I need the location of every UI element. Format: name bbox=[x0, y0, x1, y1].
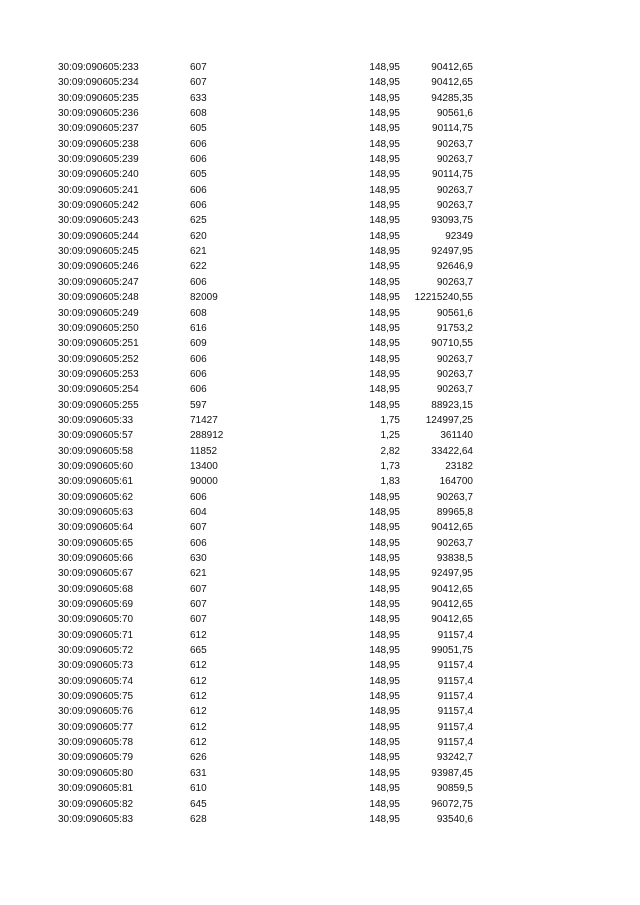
cadastral-number-cell: 30:09:090605:247 bbox=[58, 276, 139, 288]
rate-cell: 148,95 bbox=[369, 629, 400, 641]
value-cell: 92646,9 bbox=[436, 261, 473, 273]
table-row bbox=[0, 106, 473, 121]
table-row bbox=[0, 689, 473, 704]
area-cell: 608 bbox=[190, 108, 207, 120]
cadastral-number-cell: 30:09:090605:68 bbox=[58, 583, 134, 595]
rate-cell: 148,95 bbox=[369, 123, 400, 135]
area-cell: 612 bbox=[190, 691, 207, 703]
area-cell: 628 bbox=[190, 813, 207, 825]
table-row bbox=[0, 612, 473, 627]
table-row bbox=[0, 244, 473, 259]
rate-cell: 148,95 bbox=[369, 737, 400, 749]
cadastral-number-cell: 30:09:090605:78 bbox=[58, 737, 134, 749]
rate-cell: 1,73 bbox=[380, 460, 400, 472]
area-cell: 597 bbox=[190, 399, 207, 411]
area-cell: 288912 bbox=[190, 430, 224, 442]
table-row bbox=[0, 137, 473, 152]
table-row bbox=[0, 290, 473, 305]
area-cell: 607 bbox=[190, 62, 207, 73]
area-cell: 606 bbox=[190, 368, 207, 380]
rate-cell: 148,95 bbox=[369, 353, 400, 365]
rate-cell: 148,95 bbox=[369, 568, 400, 580]
table-row bbox=[0, 152, 473, 167]
area-cell: 612 bbox=[190, 675, 207, 687]
cadastral-number-cell: 30:09:090605:239 bbox=[58, 154, 139, 166]
rate-cell: 148,95 bbox=[369, 783, 400, 795]
value-cell: 90263,7 bbox=[436, 353, 473, 365]
value-cell: 89965,8 bbox=[436, 506, 473, 518]
cadastral-number-cell: 30:09:090605:74 bbox=[58, 675, 134, 687]
value-cell: 90710,55 bbox=[431, 338, 473, 350]
cadastral-number-cell: 30:09:090605:253 bbox=[58, 368, 139, 380]
cadastral-number-cell: 30:09:090605:70 bbox=[58, 614, 134, 626]
rate-cell: 148,95 bbox=[369, 752, 400, 764]
table-row bbox=[0, 121, 473, 136]
cadastral-number-cell: 30:09:090605:234 bbox=[58, 77, 139, 89]
cadastral-number-cell: 30:09:090605:251 bbox=[58, 338, 139, 350]
area-cell: 645 bbox=[190, 798, 207, 810]
value-cell: 93987,45 bbox=[431, 767, 473, 779]
cadastral-number-cell: 30:09:090605:58 bbox=[58, 445, 134, 457]
cadastral-number-cell: 30:09:090605:233 bbox=[58, 62, 139, 73]
rate-cell: 148,95 bbox=[369, 276, 400, 288]
table-row bbox=[0, 60, 473, 75]
area-cell: 612 bbox=[190, 706, 207, 718]
value-cell: 90412,65 bbox=[431, 599, 473, 611]
table-row bbox=[0, 413, 473, 428]
value-cell: 90263,7 bbox=[436, 184, 473, 196]
rate-cell: 148,95 bbox=[369, 307, 400, 319]
value-cell: 90263,7 bbox=[436, 368, 473, 380]
rate-cell: 1,75 bbox=[380, 414, 400, 426]
area-cell: 606 bbox=[190, 184, 207, 196]
rate-cell: 148,95 bbox=[369, 138, 400, 150]
area-cell: 612 bbox=[190, 721, 207, 733]
area-cell: 625 bbox=[190, 215, 207, 227]
value-cell: 99051,75 bbox=[431, 645, 473, 657]
table-row bbox=[0, 444, 473, 459]
area-cell: 612 bbox=[190, 660, 207, 672]
area-cell: 630 bbox=[190, 553, 207, 564]
table-row bbox=[0, 536, 473, 551]
rate-cell: 148,95 bbox=[369, 184, 400, 196]
table-row bbox=[0, 167, 473, 182]
area-cell: 606 bbox=[190, 276, 207, 288]
rate-cell: 148,95 bbox=[369, 230, 400, 242]
table-row bbox=[0, 398, 473, 413]
rate-cell: 148,95 bbox=[369, 614, 400, 626]
value-cell: 91157,4 bbox=[437, 737, 473, 749]
cadastral-number-cell: 30:09:090605:244 bbox=[58, 230, 139, 242]
rate-cell: 148,95 bbox=[369, 154, 400, 166]
table-row bbox=[0, 306, 473, 321]
area-cell: 606 bbox=[190, 200, 207, 212]
rate-cell: 148,95 bbox=[369, 798, 400, 810]
value-cell: 90263,7 bbox=[436, 384, 473, 396]
rate-cell: 148,95 bbox=[369, 660, 400, 672]
cadastral-number-cell: 30:09:090605:242 bbox=[58, 200, 139, 212]
cadastral-number-cell: 30:09:090605:69 bbox=[58, 599, 134, 611]
cadastral-number-cell: 30:09:090605:60 bbox=[58, 460, 134, 472]
table-row bbox=[0, 183, 473, 198]
cadastral-number-cell: 30:09:090605:235 bbox=[58, 92, 139, 104]
data-table bbox=[0, 60, 473, 827]
value-cell: 93838,5 bbox=[436, 553, 473, 564]
rate-cell: 148,95 bbox=[369, 553, 400, 564]
value-cell: 90114,75 bbox=[432, 169, 473, 181]
table-row bbox=[0, 720, 473, 735]
rate-cell: 148,95 bbox=[369, 706, 400, 718]
table-row bbox=[0, 735, 473, 750]
area-cell: 71427 bbox=[190, 414, 218, 426]
spreadsheet-table-container bbox=[0, 60, 640, 827]
table-row bbox=[0, 321, 473, 336]
value-cell: 88923,15 bbox=[431, 399, 473, 411]
value-cell: 361140 bbox=[440, 430, 473, 442]
cadastral-number-cell: 30:09:090605:250 bbox=[58, 322, 139, 334]
cadastral-number-cell: 30:09:090605:241 bbox=[58, 184, 139, 196]
cadastral-number-cell: 30:09:090605:243 bbox=[58, 215, 139, 227]
area-cell: 621 bbox=[190, 568, 207, 580]
area-cell: 606 bbox=[190, 138, 207, 150]
value-cell: 90561,6 bbox=[436, 108, 473, 120]
table-row bbox=[0, 597, 473, 612]
value-cell: 90263,7 bbox=[436, 537, 473, 549]
table-row bbox=[0, 259, 473, 274]
value-cell: 91157,4 bbox=[437, 660, 473, 672]
cadastral-number-cell: 30:09:090605:75 bbox=[58, 691, 134, 703]
rate-cell: 148,95 bbox=[369, 384, 400, 396]
area-cell: 631 bbox=[190, 767, 207, 779]
rate-cell: 148,95 bbox=[369, 62, 400, 73]
area-cell: 605 bbox=[190, 169, 207, 181]
value-cell: 90412,65 bbox=[431, 522, 473, 534]
value-cell: 90412,65 bbox=[431, 62, 473, 73]
value-cell: 94285,35 bbox=[431, 92, 473, 104]
area-cell: 606 bbox=[190, 353, 207, 365]
cadastral-number-cell: 30:09:090605:65 bbox=[58, 537, 134, 549]
value-cell: 91157,4 bbox=[437, 629, 473, 641]
cadastral-number-cell: 30:09:090605:61 bbox=[58, 476, 134, 488]
area-cell: 606 bbox=[190, 384, 207, 396]
value-cell: 93093,75 bbox=[431, 215, 473, 227]
table-row bbox=[0, 336, 473, 351]
value-cell: 90263,7 bbox=[436, 491, 473, 503]
cadastral-number-cell: 30:09:090605:236 bbox=[58, 108, 139, 120]
rate-cell: 148,95 bbox=[369, 368, 400, 380]
area-cell: 606 bbox=[190, 154, 207, 166]
cadastral-number-cell: 30:09:090605:252 bbox=[58, 353, 139, 365]
rate-cell: 148,95 bbox=[369, 721, 400, 733]
value-cell: 90263,7 bbox=[436, 276, 473, 288]
area-cell: 626 bbox=[190, 752, 207, 764]
area-cell: 605 bbox=[190, 123, 207, 135]
rate-cell: 148,95 bbox=[369, 506, 400, 518]
table-row bbox=[0, 275, 473, 290]
table-row bbox=[0, 643, 473, 658]
table-row bbox=[0, 367, 473, 382]
area-cell: 609 bbox=[190, 338, 207, 350]
cadastral-number-cell: 30:09:090605:82 bbox=[58, 798, 134, 810]
table-row bbox=[0, 566, 473, 581]
table-row bbox=[0, 352, 473, 367]
rate-cell: 148,95 bbox=[369, 583, 400, 595]
rate-cell: 148,95 bbox=[369, 537, 400, 549]
value-cell: 164700 bbox=[439, 476, 473, 488]
value-cell: 92349 bbox=[445, 230, 473, 242]
table-row bbox=[0, 797, 473, 812]
cadastral-number-cell: 30:09:090605:254 bbox=[58, 384, 139, 396]
cadastral-number-cell: 30:09:090605:62 bbox=[58, 491, 134, 503]
table-row bbox=[0, 198, 473, 213]
rate-cell: 148,95 bbox=[369, 92, 400, 104]
cadastral-number-cell: 30:09:090605:57 bbox=[58, 430, 134, 442]
area-cell: 604 bbox=[190, 506, 207, 518]
cadastral-number-cell: 30:09:090605:245 bbox=[58, 246, 139, 258]
cadastral-number-cell: 30:09:090605:246 bbox=[58, 261, 139, 273]
value-cell: 90263,7 bbox=[436, 154, 473, 166]
cadastral-number-cell: 30:09:090605:64 bbox=[58, 522, 134, 534]
cadastral-number-cell: 30:09:090605:249 bbox=[58, 307, 139, 319]
area-cell: 607 bbox=[190, 522, 207, 534]
cadastral-number-cell: 30:09:090605:63 bbox=[58, 506, 134, 518]
value-cell: 91157,4 bbox=[437, 706, 473, 718]
area-cell: 82009 bbox=[190, 292, 218, 304]
value-cell: 23182 bbox=[445, 460, 473, 472]
area-cell: 607 bbox=[190, 614, 207, 626]
cadastral-number-cell: 30:09:090605:237 bbox=[58, 123, 139, 135]
rate-cell: 148,95 bbox=[369, 491, 400, 503]
rate-cell: 148,95 bbox=[369, 599, 400, 611]
rate-cell: 148,95 bbox=[369, 338, 400, 350]
table-row bbox=[0, 766, 473, 781]
rate-cell: 148,95 bbox=[369, 200, 400, 212]
cadastral-number-cell: 30:09:090605:72 bbox=[58, 645, 134, 657]
table-row bbox=[0, 704, 473, 719]
cadastral-number-cell: 30:09:090605:33 bbox=[58, 414, 134, 426]
table-row bbox=[0, 658, 473, 673]
rate-cell: 1,83 bbox=[380, 476, 400, 488]
cadastral-number-cell: 30:09:090605:67 bbox=[58, 568, 134, 580]
area-cell: 607 bbox=[190, 599, 207, 611]
table-row bbox=[0, 428, 473, 443]
area-cell: 665 bbox=[190, 645, 207, 657]
area-cell: 612 bbox=[190, 737, 207, 749]
table-row bbox=[0, 674, 473, 689]
value-cell: 90412,65 bbox=[431, 583, 473, 595]
area-cell: 607 bbox=[190, 77, 207, 89]
value-cell: 96072,75 bbox=[431, 798, 473, 810]
rate-cell: 148,95 bbox=[369, 813, 400, 825]
cadastral-number-cell: 30:09:090605:240 bbox=[58, 169, 139, 181]
area-cell: 620 bbox=[190, 230, 207, 242]
area-cell: 622 bbox=[190, 261, 207, 273]
area-cell: 606 bbox=[190, 491, 207, 503]
rate-cell: 148,95 bbox=[369, 246, 400, 258]
table-row bbox=[0, 490, 473, 505]
rate-cell: 148,95 bbox=[369, 108, 400, 120]
value-cell: 90412,65 bbox=[431, 77, 473, 89]
rate-cell: 148,95 bbox=[369, 169, 400, 181]
area-cell: 11852 bbox=[190, 445, 218, 457]
value-cell: 90114,75 bbox=[432, 123, 473, 135]
table-row bbox=[0, 551, 473, 566]
cadastral-number-cell: 30:09:090605:83 bbox=[58, 813, 134, 825]
area-cell: 610 bbox=[190, 783, 207, 795]
rate-cell: 148,95 bbox=[369, 675, 400, 687]
table-row bbox=[0, 229, 473, 244]
table-row bbox=[0, 382, 473, 397]
rate-cell: 2,82 bbox=[380, 445, 400, 457]
rate-cell: 148,95 bbox=[369, 215, 400, 227]
table-row bbox=[0, 750, 473, 765]
value-cell: 124997,25 bbox=[425, 414, 473, 426]
area-cell: 606 bbox=[190, 537, 207, 549]
table-row bbox=[0, 459, 473, 474]
table-row bbox=[0, 812, 473, 827]
value-cell: 12215240,55 bbox=[414, 292, 473, 304]
rate-cell: 148,95 bbox=[369, 767, 400, 779]
area-cell: 608 bbox=[190, 307, 207, 319]
rate-cell: 148,95 bbox=[369, 399, 400, 411]
value-cell: 90263,7 bbox=[436, 138, 473, 150]
area-cell: 633 bbox=[190, 92, 207, 104]
area-cell: 607 bbox=[190, 583, 207, 595]
value-cell: 90561,6 bbox=[436, 307, 473, 319]
table-row bbox=[0, 474, 473, 489]
area-cell: 616 bbox=[190, 322, 207, 334]
table-row bbox=[0, 582, 473, 597]
value-cell: 90859,5 bbox=[436, 783, 473, 795]
value-cell: 92497,95 bbox=[431, 246, 473, 258]
cadastral-number-cell: 30:09:090605:66 bbox=[58, 553, 134, 564]
value-cell: 33422,64 bbox=[431, 445, 473, 457]
cadastral-number-cell: 30:09:090605:81 bbox=[58, 783, 134, 795]
value-cell: 91157,4 bbox=[437, 721, 473, 733]
table-body bbox=[0, 60, 473, 827]
cadastral-number-cell: 30:09:090605:248 bbox=[58, 292, 139, 304]
cadastral-number-cell: 30:09:090605:79 bbox=[58, 752, 134, 764]
area-cell: 90000 bbox=[190, 476, 218, 488]
rate-cell: 148,95 bbox=[369, 292, 400, 304]
rate-cell: 148,95 bbox=[369, 645, 400, 657]
table-row bbox=[0, 520, 473, 535]
cadastral-number-cell: 30:09:090605:255 bbox=[58, 399, 139, 411]
area-cell: 13400 bbox=[190, 460, 218, 472]
rate-cell: 148,95 bbox=[369, 691, 400, 703]
table-row bbox=[0, 628, 473, 643]
rate-cell: 148,95 bbox=[369, 77, 400, 89]
value-cell: 93540,6 bbox=[436, 813, 473, 825]
table-row bbox=[0, 505, 473, 520]
cadastral-number-cell: 30:09:090605:76 bbox=[58, 706, 134, 718]
value-cell: 91753,2 bbox=[436, 322, 473, 334]
value-cell: 93242,7 bbox=[436, 752, 473, 764]
value-cell: 91157,4 bbox=[437, 691, 473, 703]
rate-cell: 1,25 bbox=[380, 430, 400, 442]
cadastral-number-cell: 30:09:090605:238 bbox=[58, 138, 139, 150]
cadastral-number-cell: 30:09:090605:80 bbox=[58, 767, 134, 779]
value-cell: 90263,7 bbox=[436, 200, 473, 212]
value-cell: 92497,95 bbox=[431, 568, 473, 580]
cadastral-number-cell: 30:09:090605:73 bbox=[58, 660, 134, 672]
table-row bbox=[0, 75, 473, 90]
value-cell: 90412,65 bbox=[431, 614, 473, 626]
rate-cell: 148,95 bbox=[369, 261, 400, 273]
rate-cell: 148,95 bbox=[369, 322, 400, 334]
cadastral-number-cell: 30:09:090605:71 bbox=[58, 629, 134, 641]
table-row bbox=[0, 91, 473, 106]
cadastral-number-cell: 30:09:090605:77 bbox=[58, 721, 134, 733]
rate-cell: 148,95 bbox=[369, 522, 400, 534]
area-cell: 621 bbox=[190, 246, 207, 258]
table-row bbox=[0, 213, 473, 228]
value-cell: 91157,4 bbox=[437, 675, 473, 687]
table-row bbox=[0, 781, 473, 796]
area-cell: 612 bbox=[190, 629, 207, 641]
